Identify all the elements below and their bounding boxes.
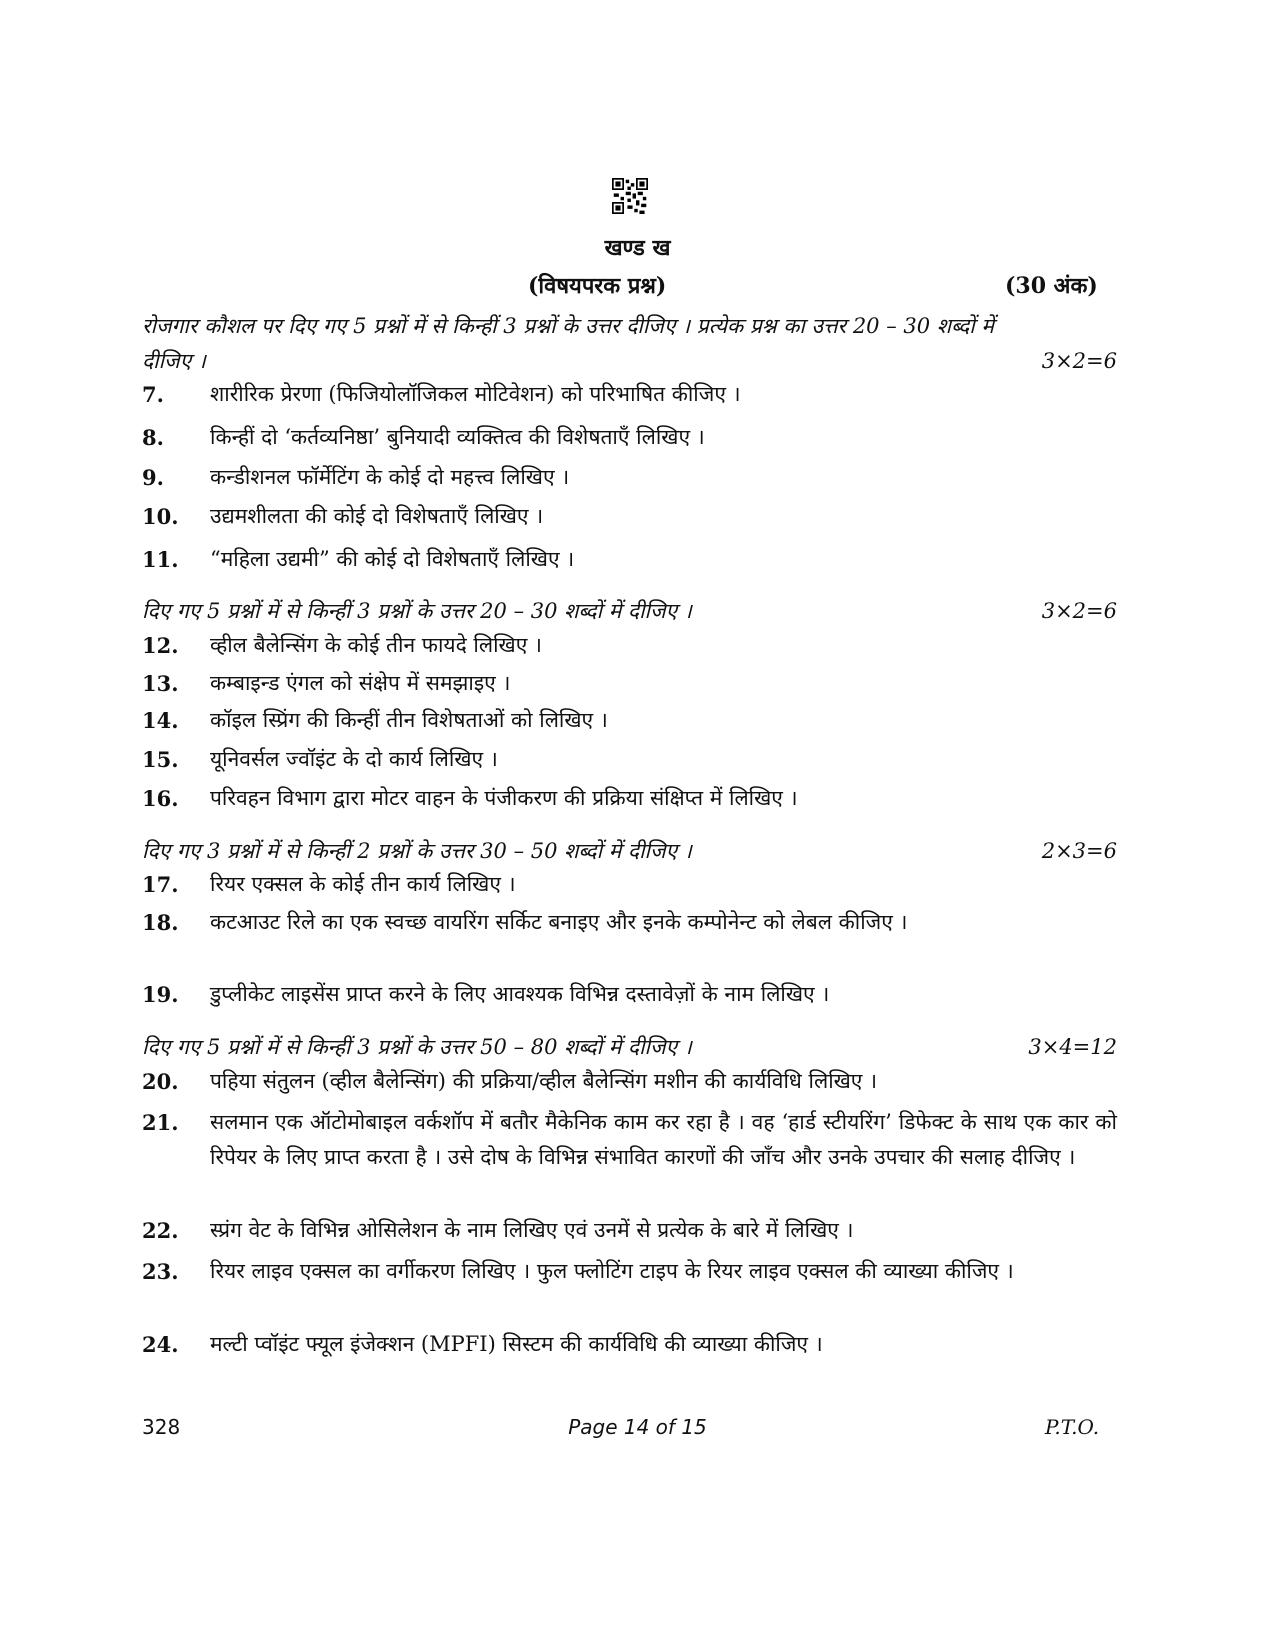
question-item	[142, 703, 1117, 738]
instruction-text: दिए गए 5 प्रश्नों में से किन्हीं 3 प्रश्नों के उत्तर 50 – 80 शब्दों में दीजिए ।	[142, 1035, 692, 1059]
question-text: “महिला उद्यमी” की कोई दो विशेषताएँ लिखिए ।	[210, 547, 575, 571]
question-text: मल्टी प्वॉइंट फ्यूल इंजेक्शन (MPFI) सिस्टम की कार्यविधि की व्याख्या कीजिए ।	[210, 1332, 823, 1356]
question-number: 18.	[142, 910, 179, 935]
question-item	[142, 905, 1117, 940]
question-item	[142, 742, 1117, 777]
question-item	[142, 377, 1117, 412]
question-item	[142, 542, 1117, 577]
instruction-text: दिए गए 3 प्रश्नों में से किन्हीं 2 प्रश्नों के उत्तर 30 – 50 शब्दों में दीजिए ।	[142, 839, 692, 863]
question-text: कम्बाइन्ड एंगल को संक्षेप में समझाइए ।	[210, 671, 511, 695]
question-number: 20.	[142, 1069, 179, 1094]
question-text: कन्डीशनल फॉर्मेटिंग के कोई दो महत्त्व लिखिए ।	[210, 465, 570, 489]
question-text: शारीरिक प्रेरणा (फिजियोलॉजिकल मोटिवेशन) को परिभाषित कीजिए ।	[210, 382, 741, 406]
question-item	[142, 1254, 1117, 1289]
marks-allocation: 2×3=6	[1041, 839, 1117, 863]
question-number: 8.	[142, 425, 164, 450]
marks-allocation: 3×2=6	[1041, 599, 1117, 623]
question-number: 13.	[142, 671, 179, 696]
question-text: कटआउट रिले का एक स्वच्छ वायरिंग सर्किट बनाइए और इनके कम्पोनेन्ट को लेबल कीजिए ।	[210, 910, 908, 934]
group-instruction	[142, 1030, 1117, 1065]
question-item	[142, 1213, 1117, 1248]
question-text: परिवहन विभाग द्वारा मोटर वाहन के पंजीकरण की प्रक्रिया संक्षिप्त में लिखिए ।	[210, 786, 798, 810]
qr-code-icon	[612, 178, 648, 214]
question-number: 23.	[142, 1259, 179, 1284]
question-text: यूनिवर्सल ज्वॉइंट के दो कार्य लिखिए ।	[210, 747, 498, 771]
question-number: 22.	[142, 1218, 179, 1243]
group-instruction	[142, 309, 1117, 379]
question-number: 12.	[142, 633, 179, 658]
question-number: 17.	[142, 872, 179, 897]
question-number: 15.	[142, 747, 179, 772]
question-item	[142, 420, 1117, 455]
question-text: रियर लाइव एक्सल का वर्गीकरण लिखिए । फुल फ्लोटिंग टाइप के रियर लाइव एक्सल की व्याख्या कीजिए ।	[210, 1259, 1014, 1283]
question-item	[142, 1064, 1117, 1099]
question-item	[142, 460, 1117, 495]
question-number: 7.	[142, 382, 164, 407]
question-number: 11.	[142, 547, 179, 572]
instruction-text: रोजगार कौशल पर दिए गए 5 प्रश्नों में से किन्हीं 3 प्रश्नों के उत्तर दीजिए । प्रत्येक प्रश्न का उत्तर 20 – 30 शब्दों में दीजिए ।	[142, 314, 994, 373]
question-number: 21.	[142, 1110, 179, 1135]
question-text: पहिया संतुलन (व्हील बैलेन्सिंग) की प्रक्रिया/व्हील बैलेन्सिंग मशीन की कार्यविधि लिखिए ।	[210, 1069, 878, 1093]
section-title: खण्ड ख	[604, 235, 671, 261]
marks-allocation: 3×4=12	[1028, 1035, 1117, 1059]
group-instruction	[142, 834, 1117, 869]
paper-code: 328	[142, 1415, 181, 1439]
question-item	[142, 1105, 1117, 1175]
question-text: व्हील बैलेन्सिंग के कोई तीन फायदे लिखिए ।	[210, 633, 542, 657]
question-item	[142, 666, 1117, 701]
question-text: उद्यमशीलता की कोई दो विशेषताएँ लिखिए ।	[210, 504, 544, 528]
question-text: सलमान एक ऑटोमोबाइल वर्कशॉप में बतौर मैकेनिक काम कर रहा है । वह ‘हार्ड स्टीयरिंग’ डिफेक्ट के साथ एक कार को रिपेयर के लिए प्राप्त करता है । उसे दोष के विभिन्न संभावित कारणों की जाँच और उनके उपचार की सलाह दीजिए ।	[210, 1110, 1117, 1169]
page-number: Page 14 of 15	[568, 1415, 707, 1439]
question-item	[142, 781, 1117, 816]
question-item	[142, 1327, 1117, 1362]
question-item	[142, 867, 1117, 902]
question-text: कॉइल स्प्रिंग की किन्हीं तीन विशेषताओं को लिखिए ।	[210, 708, 608, 732]
pto-label: P.T.O.	[1045, 1415, 1100, 1439]
question-number: 14.	[142, 708, 179, 733]
question-number: 19.	[142, 982, 179, 1007]
question-item	[142, 628, 1117, 663]
question-number: 9.	[142, 465, 164, 490]
section-subtitle: (विषयपरक प्रश्न)	[528, 273, 667, 299]
section-marks-total: (30 अंक)	[1005, 273, 1098, 299]
question-number: 16.	[142, 786, 179, 811]
question-item	[142, 499, 1117, 534]
question-number: 10.	[142, 504, 179, 529]
question-text: रियर एक्सल के कोई तीन कार्य लिखिए ।	[210, 872, 516, 896]
question-text: किन्हीं दो ‘कर्तव्यनिष्ठा’ बुनियादी व्यक्तित्व की विशेषताएँ लिखिए ।	[210, 425, 705, 449]
question-item	[142, 977, 1117, 1012]
instruction-text: दिए गए 5 प्रश्नों में से किन्हीं 3 प्रश्नों के उत्तर 20 – 30 शब्दों में दीजिए ।	[142, 599, 692, 623]
question-text: डुप्लीकेट लाइसेंस प्राप्त करने के लिए आवश्यक विभिन्न दस्तावेज़ों के नाम लिखिए ।	[210, 982, 830, 1006]
question-text: स्प्रंग वेट के विभिन्न ओसिलेशन के नाम लिखिए एवं उनमें से प्रत्येक के बारे में लिखिए ।	[210, 1218, 854, 1242]
group-instruction	[142, 594, 1117, 629]
marks-allocation: 3×2=6	[1041, 349, 1117, 373]
question-number: 24.	[142, 1332, 179, 1357]
